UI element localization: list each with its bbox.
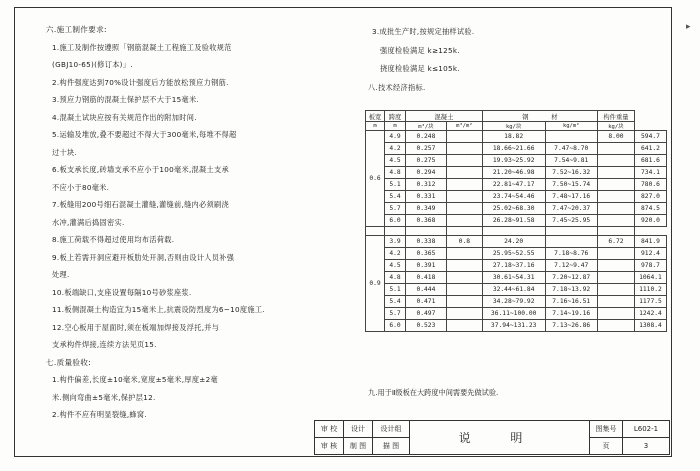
- table-cell: [597, 284, 634, 296]
- unit-cell: m³/m²: [446, 122, 482, 131]
- table-cell: 37.94~131.23: [482, 320, 545, 332]
- tb-cell: 审 校: [315, 421, 344, 438]
- unit-cell: m: [385, 122, 406, 131]
- table-cell: 4.8: [385, 167, 406, 179]
- text-line: 1.构件偏差,长度±10毫米,宽度±5毫米,厚度±2毫: [52, 375, 218, 384]
- tb-cell: 设计组: [373, 421, 410, 438]
- table-cell: 0.391: [406, 260, 447, 272]
- table-cell: 7.54~9.81: [545, 155, 597, 167]
- text-line: 7.板缝用200号细石混凝土灌缝,灌缝前,缝内必须刷浇: [52, 200, 229, 209]
- text-line: 6.板支承长度,砖墙支承不应小于100毫米,混凝土支承: [52, 165, 229, 174]
- table-cell: 1308.4: [634, 320, 666, 332]
- table-row: [366, 272, 667, 284]
- table-cell: 1177.5: [634, 296, 666, 308]
- text-line: 1.施工及制作按遵照「钢筋混凝土工程施工及验收规范: [52, 42, 232, 52]
- table-cell: 5.1: [385, 284, 406, 296]
- table-cell: [597, 296, 634, 308]
- table-cell: [597, 179, 634, 191]
- table-cell: [545, 131, 597, 143]
- text-line: 12.空心板用于屋面时,须在板端加焊接及浮托,并与: [52, 322, 220, 332]
- section-heading: 七.质量验收:: [46, 357, 92, 367]
- technical-index-table: [365, 110, 667, 332]
- text-line: 10.板端缺口,支座设置每隔10号砂浆座浆.: [52, 287, 192, 297]
- table-cell: 6.0: [385, 320, 406, 332]
- unit-cell: kg/块: [597, 122, 634, 131]
- table-cell: [597, 320, 634, 332]
- table-cell: [597, 215, 634, 227]
- text-line: 米.侧向弯曲±5毫米,保护层12.: [52, 392, 156, 402]
- table-cell: 7.50~15.74: [545, 179, 597, 191]
- table-cell: 0.365: [406, 248, 447, 260]
- table-row: [366, 284, 667, 296]
- unit-cell: m³/块: [406, 122, 447, 131]
- table-row: [366, 308, 667, 320]
- tb-cell: 制 图: [344, 438, 373, 455]
- table-cell: 5.7: [385, 203, 406, 215]
- table-cell: 3.9: [385, 236, 406, 248]
- table-cell: 5.1: [385, 179, 406, 191]
- header-steel: 钢 材: [482, 111, 597, 122]
- table-row: [366, 320, 667, 332]
- table-cell: 0.471: [406, 296, 447, 308]
- table-cell: 6.72: [597, 236, 634, 248]
- table-cell: [597, 308, 634, 320]
- table-cell: 23.74~54.46: [482, 191, 545, 203]
- table-row: [366, 260, 667, 272]
- table-gap-row: [366, 227, 667, 236]
- table-cell: 780.6: [634, 179, 666, 191]
- table-row: [366, 215, 667, 227]
- text-line: 3.成批生产时,按规定抽样试验.: [372, 27, 475, 36]
- header-plate-width: 板宽: [366, 111, 385, 122]
- table-cell: 7.20~12.87: [545, 272, 597, 284]
- table-cell: 0.523: [406, 320, 447, 332]
- table-cell: [446, 272, 482, 284]
- table-cell: 0.368: [406, 215, 447, 227]
- table-header-row: [366, 111, 667, 122]
- table-cell: 22.81~47.17: [482, 179, 545, 191]
- table-cell: 594.7: [634, 131, 666, 143]
- table-row: [366, 131, 667, 143]
- table-cell: 8.00: [597, 131, 634, 143]
- plate-width-cell: 0.9: [366, 236, 385, 332]
- table-cell: 19.93~25.92: [482, 155, 545, 167]
- text-line: 5.运输及堆放,叠不要超过不得大于300毫米,每堆不得超: [52, 130, 237, 139]
- table-cell: 7.18~8.76: [545, 248, 597, 260]
- table-cell: 0.248: [406, 131, 447, 143]
- table-cell: [446, 143, 482, 155]
- text-line: 过十块.: [52, 147, 78, 157]
- text-line: 9.板上若需开洞应避开板肋处开洞,否则由设计人员补强: [52, 252, 235, 262]
- tb-cell: 设计: [344, 421, 373, 438]
- table-cell: [446, 227, 482, 236]
- tb-cell: 页: [590, 438, 623, 455]
- table-cell: [366, 227, 385, 236]
- text-line: 2.构件不应有明显裂缝,蜂窝.: [52, 410, 147, 419]
- title-block-row: [315, 421, 670, 438]
- table-cell: 0.418: [406, 272, 447, 284]
- table-cell: 4.2: [385, 248, 406, 260]
- table-cell: 1064.1: [634, 272, 666, 284]
- table-cell: 734.1: [634, 167, 666, 179]
- table-body: [366, 131, 667, 332]
- table-cell: 25.95~52.55: [482, 248, 545, 260]
- text-line: 支承构件焊接,连续方法见页15.: [52, 340, 157, 349]
- table-cell: 0.331: [406, 191, 447, 203]
- header-concrete: 混凝土: [406, 111, 483, 122]
- table-cell: 1242.4: [634, 308, 666, 320]
- unit-cell: m: [366, 122, 385, 131]
- table-cell: 4.9: [385, 131, 406, 143]
- table-cell: 24.20: [482, 236, 545, 248]
- text-line: (GBJ10-65)(修订本)」.: [52, 60, 133, 69]
- text-line: 强度检验满足 k≥125k.: [380, 45, 460, 55]
- table-row: [366, 191, 667, 203]
- table-cell: [597, 260, 634, 272]
- header-weight: 构件重量: [597, 111, 634, 122]
- table-cell: 0.497: [406, 308, 447, 320]
- table-cell: 1110.2: [634, 284, 666, 296]
- table-row: [366, 203, 667, 215]
- table-cell: 4.5: [385, 260, 406, 272]
- table-cell: 25.02~68.30: [482, 203, 545, 215]
- table-row: [366, 179, 667, 191]
- table-cell: 7.47~20.37: [545, 203, 597, 215]
- note-nine: 九.用于Ⅱ级板在大跨度中间需要先做试验.: [368, 388, 499, 397]
- table-cell: [597, 272, 634, 284]
- table-cell: 912.4: [634, 248, 666, 260]
- table-cell: [597, 167, 634, 179]
- table-cell: 681.6: [634, 155, 666, 167]
- table-cell: [446, 260, 482, 272]
- title-block: [314, 420, 670, 455]
- table-cell: 7.52~16.32: [545, 167, 597, 179]
- table-cell: 7.18~13.92: [545, 284, 597, 296]
- table-cell: 7.48~17.16: [545, 191, 597, 203]
- table-cell: [406, 227, 447, 236]
- table-row: [366, 296, 667, 308]
- table-cell: 34.28~79.92: [482, 296, 545, 308]
- table-cell: 0.8: [446, 236, 482, 248]
- table-units-row: [366, 122, 667, 131]
- text-line: 11.板侧混凝土构造宜为15毫米上,抗震设防烈度为6~10度施工.: [52, 305, 265, 314]
- table-cell: 7.47~8.70: [545, 143, 597, 155]
- table-cell: [446, 320, 482, 332]
- table-cell: [597, 191, 634, 203]
- table-cell: 0.444: [406, 284, 447, 296]
- table-cell: 0.312: [406, 179, 447, 191]
- text-line: 3.预应力钢筋的混凝土保护层不大于15毫米.: [52, 95, 200, 104]
- tb-cell: 审 核: [315, 438, 344, 455]
- table-cell: 5.4: [385, 296, 406, 308]
- table-cell: 0.275: [406, 155, 447, 167]
- unit-cell: kg/块: [482, 122, 545, 131]
- table-cell: 7.16~16.51: [545, 296, 597, 308]
- text-line: 处理.: [52, 270, 70, 279]
- tb-atlas-number: L602-1: [623, 421, 670, 438]
- table-cell: [597, 155, 634, 167]
- section-heading: 六.施工制作要求:: [46, 25, 107, 34]
- table-cell: 27.18~37.16: [482, 260, 545, 272]
- table-cell: 7.14~19.16: [545, 308, 597, 320]
- table-row: [366, 167, 667, 179]
- table-cell: 0.294: [406, 167, 447, 179]
- table-cell: [446, 296, 482, 308]
- unit-cell: kg/m²: [545, 122, 597, 131]
- text-line: 8.施工荷载不得超过使用均布活荷载.: [52, 235, 175, 244]
- side-mark-icon: ▸: [686, 22, 691, 32]
- table-row: [366, 143, 667, 155]
- table-cell: [446, 167, 482, 179]
- table-cell: 6.0: [385, 215, 406, 227]
- table-cell: [446, 179, 482, 191]
- table-cell: 4.8: [385, 272, 406, 284]
- tb-page-number: 3: [623, 438, 670, 455]
- tb-cell: 图集号: [590, 421, 623, 438]
- table-cell: 7.45~25.95: [545, 215, 597, 227]
- table-cell: 827.0: [634, 191, 666, 203]
- table-cell: 7.12~9.47: [545, 260, 597, 272]
- text-line: 挠度检验满足 k≤105k.: [380, 64, 460, 73]
- text-line: 水冲,灌满后捣固密实.: [52, 217, 125, 227]
- table-cell: [446, 308, 482, 320]
- plate-width-cell: 0.6: [366, 131, 385, 227]
- table-cell: [446, 155, 482, 167]
- table-cell: 874.5: [634, 203, 666, 215]
- table-cell: 18.66~21.66: [482, 143, 545, 155]
- table-cell: 21.20~46.98: [482, 167, 545, 179]
- text-line: 2.构件强度达到70%设计强度后方能放松预应力钢筋.: [52, 77, 229, 87]
- text-line: 4.混凝土试块应按有关规范作出的附加时间.: [52, 112, 197, 122]
- table-cell: 26.28~91.58: [482, 215, 545, 227]
- table-cell: 978.7: [634, 260, 666, 272]
- table-cell: [446, 131, 482, 143]
- table-row: [366, 248, 667, 260]
- table-cell: 841.9: [634, 236, 666, 248]
- table-cell: [545, 227, 597, 236]
- table-cell: 0.349: [406, 203, 447, 215]
- table-cell: [545, 236, 597, 248]
- table-cell: [597, 227, 634, 236]
- tb-cell: 描 图: [373, 438, 410, 455]
- table-cell: 920.0: [634, 215, 666, 227]
- header-span: 跨度: [385, 111, 406, 122]
- table-cell: [446, 191, 482, 203]
- table-cell: [597, 143, 634, 155]
- table-cell: [385, 227, 406, 236]
- table-cell: 5.7: [385, 308, 406, 320]
- table-cell: 4.2: [385, 143, 406, 155]
- table-cell: 36.11~100.00: [482, 308, 545, 320]
- table-cell: [446, 248, 482, 260]
- table-cell: [446, 215, 482, 227]
- table-cell: 32.44~61.84: [482, 284, 545, 296]
- table-cell: 4.5: [385, 155, 406, 167]
- table-cell: 18.82: [482, 131, 545, 143]
- section-heading: 八.技术经济指标.: [368, 82, 426, 92]
- tb-main-title: 说 明: [410, 421, 590, 455]
- table-row: [366, 155, 667, 167]
- table-cell: [446, 203, 482, 215]
- table-cell: 0.338: [406, 236, 447, 248]
- table-cell: [482, 227, 545, 236]
- table-row: [366, 236, 667, 248]
- table-cell: 30.61~54.31: [482, 272, 545, 284]
- table-cell: 0.257: [406, 143, 447, 155]
- table-cell: [446, 284, 482, 296]
- table-cell: 7.13~26.86: [545, 320, 597, 332]
- table-cell: [597, 248, 634, 260]
- table-cell: [597, 203, 634, 215]
- text-line: 不应小于80毫米.: [52, 182, 110, 192]
- table-cell: 5.4: [385, 191, 406, 203]
- table-cell: 641.2: [634, 143, 666, 155]
